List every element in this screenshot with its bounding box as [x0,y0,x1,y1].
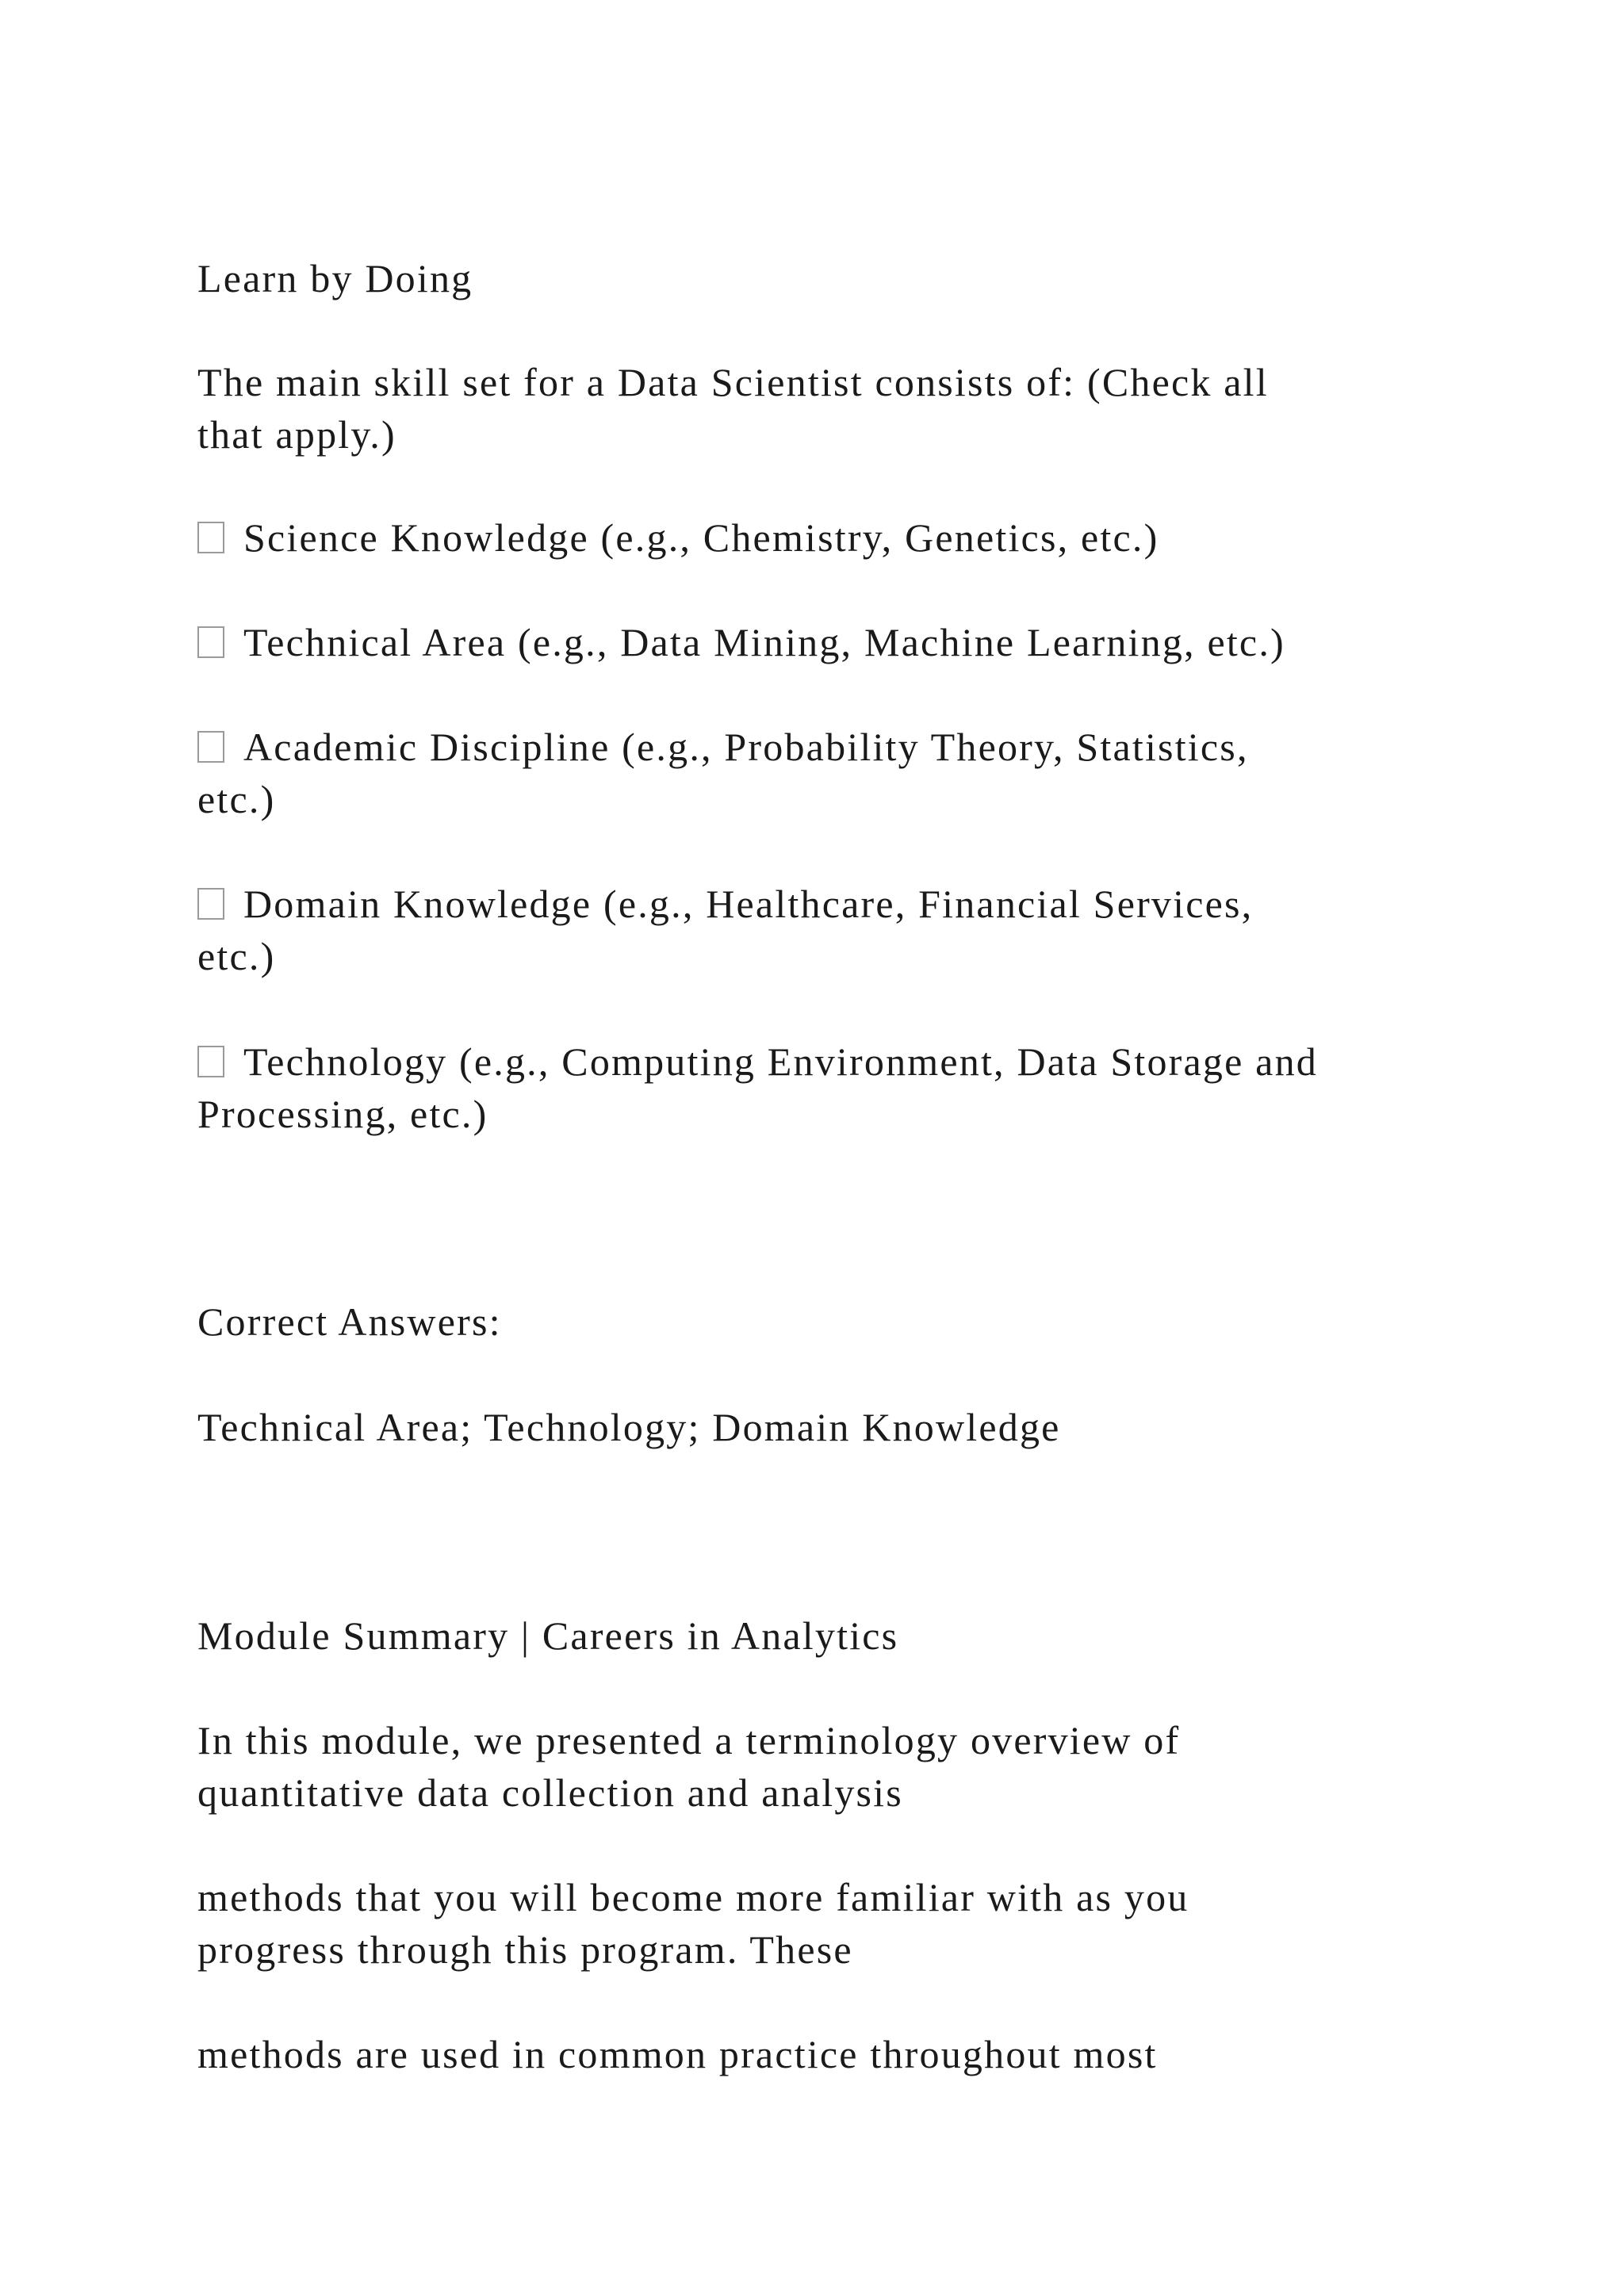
option-label: Academic Discipline (e.g., Probability Theory, Statistics, [243,725,1249,769]
checkbox-icon[interactable] [197,1046,224,1077]
paragraph-line: In this module, we presented a terminology overview of [197,1718,1181,1762]
question-text [197,356,1434,461]
module-summary-title [197,1609,1434,1662]
summary-paragraph [197,1871,1434,1976]
correct-answers-label [197,1295,1434,1348]
module-summary-heading: Module Summary | Careers in Analytics [197,1613,899,1658]
section-title-text: Learn by Doing [197,256,473,300]
summary-paragraph [197,2028,1434,2080]
option-label: Technology (e.g., Computing Environment, Data Storage and [243,1039,1318,1084]
correct-answers-value [197,1401,1434,1453]
option-science-knowledge[interactable] [197,511,1434,564]
option-label: Science Knowledge (e.g., Chemistry, Genetics, etc.) [243,515,1159,560]
option-label-continued: etc.) [197,934,276,978]
correct-answers-heading: Correct Answers: [197,1299,502,1344]
option-label-continued: etc.) [197,777,276,821]
checkbox-icon[interactable] [197,888,224,920]
option-label: Technical Area (e.g., Data Mining, Machine Learning, etc.) [243,620,1285,664]
paragraph-line: quantitative data collection and analysis [197,1770,903,1815]
checkbox-icon[interactable] [197,626,224,658]
option-technology[interactable] [197,1035,1434,1140]
option-label-continued: Processing, etc.) [197,1092,488,1136]
section-title [197,252,1434,304]
checkbox-icon[interactable] [197,731,224,763]
question-line: The main skill set for a Data Scientist consists of: (Check all [197,360,1269,404]
paragraph-line: progress through this program. These [197,1927,853,1972]
correct-answers-text: Technical Area; Technology; Domain Knowledge [197,1405,1061,1449]
option-label: Domain Knowledge (e.g., Healthcare, Financial Services, [243,882,1254,926]
option-academic-discipline[interactable] [197,721,1434,825]
paragraph-line: methods that you will become more familiar with as you [197,1875,1189,1919]
option-technical-area[interactable] [197,616,1434,668]
checkbox-icon[interactable] [197,522,224,553]
option-domain-knowledge[interactable] [197,878,1434,982]
question-line: that apply.) [197,412,396,457]
summary-paragraph [197,1714,1434,1819]
paragraph-line: methods are used in common practice throughout most [197,2032,1158,2076]
